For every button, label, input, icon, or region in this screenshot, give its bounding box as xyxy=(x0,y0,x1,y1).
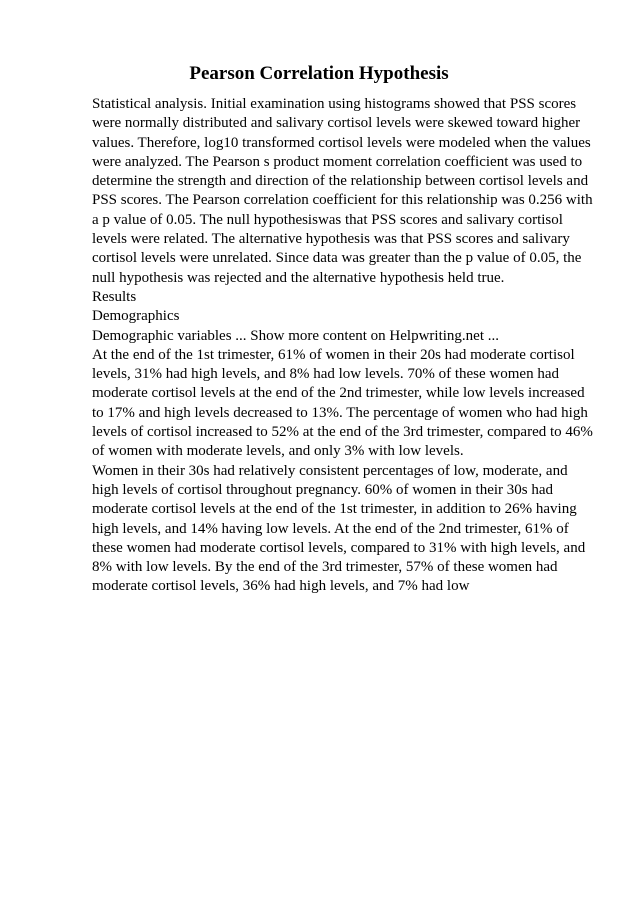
paragraph-results-heading: Results xyxy=(92,288,137,305)
paragraph-women-20s: At the end of the 1st trimester, 61% of women in their 20s had moderate cortisol levels, 31% had high levels, and 8% had low levels. 70% of these women had moderate cortisol levels at the end of the 2nd trimester, while low levels increased to 17% and high levels decreased to 13%. The percentage of women who had high levels of cortisol increased to 52% at the end of the 3rd trimester, compared to 46% of women with moderate levels, and only 3% with low levels. xyxy=(92,346,593,460)
paragraph-women-30s: Women in their 30s had relatively consistent percentages of low, moderate, and high levels of cortisol throughout pregnancy. 60% of women in their 30s had moderate cortisol levels at the end of the 1st trimester, in addition to 26% having high levels, and 14% having low levels. At the end of the 2nd trimester, 61% of these women had moderate cortisol levels, compared to 31% with high levels, and 8% with low levels. By the end of the 3rd trimester, 57% of these women had moderate cortisol levels, 36% had high levels, and 7% had low xyxy=(92,462,586,595)
paragraph-demographics-heading: Demographics xyxy=(92,308,180,325)
paragraph-demographic-variables: Demographic variables ... Show more content on Helpwriting.net ... xyxy=(92,327,499,344)
paragraph-statistical-analysis: Statistical analysis. Initial examination using histograms showed that PSS scores were normally distributed and salivary cortisol levels were skewed toward higher values. Therefore, log10 transformed cortisol levels were modeled when the values were analyzed. The Pearson s product moment correlation coefficient was used to determine the strength and direction of the relationship between cortisol levels and PSS scores. The Pearson correlation coefficient for this relationship was 0.256 with a p value of 0.05. The null hypothesiswas that PSS scores and salivary cortisol levels were related. The alternative hypothesis was that PSS scores and salivary cortisol levels were unrelated. Since data was greater than the p value of 0.05, the null hypothesis was rejected and the alternative hypothesis held true. xyxy=(92,96,593,286)
document-body xyxy=(92,95,596,597)
page-title: Pearson Correlation Hypothesis xyxy=(189,63,449,84)
